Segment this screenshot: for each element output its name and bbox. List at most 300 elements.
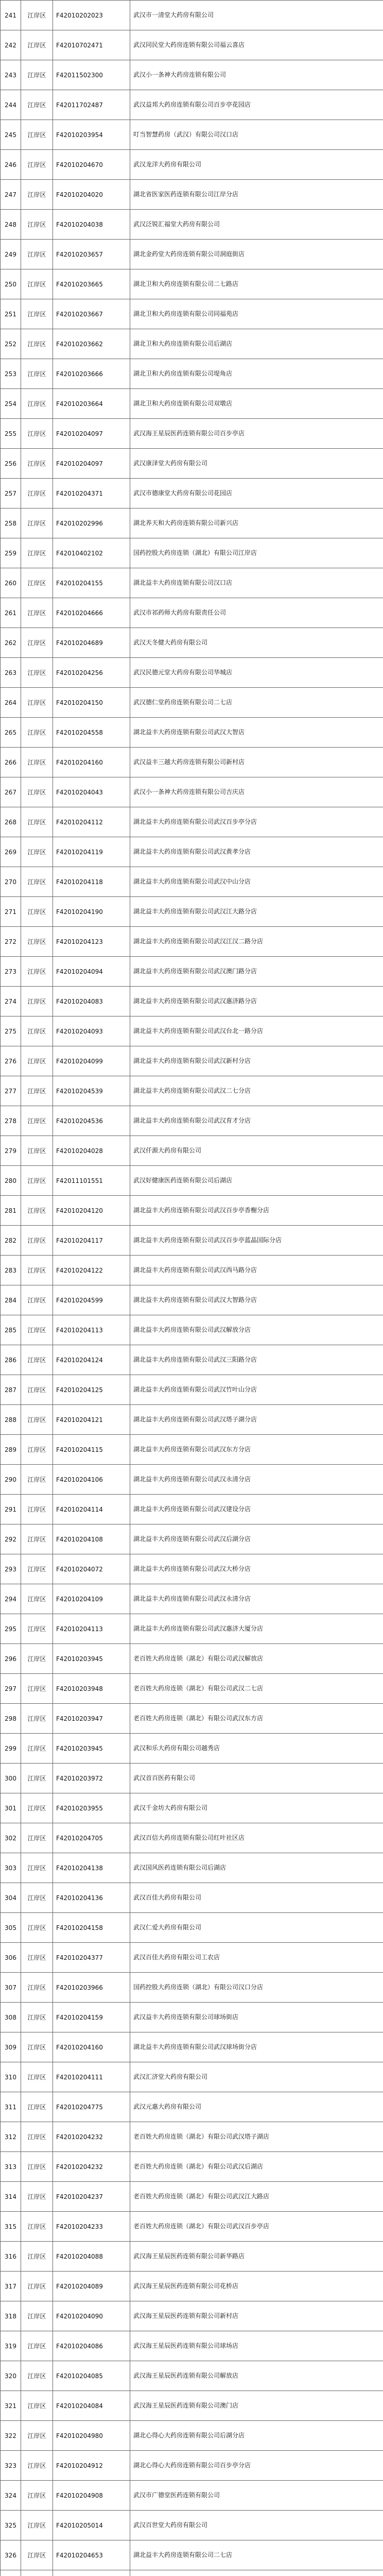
pharmacy-name-cell: 武汉海王星辰医药连锁有限公司花桥店	[130, 2272, 383, 2301]
table-row	[1, 2481, 383, 2511]
row-index: 311	[1, 2092, 21, 2122]
pharmacy-table-body	[1, 1, 383, 2576]
table-row	[1, 1285, 383, 1315]
pharmacy-name-cell: 武汉百佳大药房有限公司	[130, 1883, 383, 1913]
district-cell: 江岸区	[21, 1853, 53, 1883]
row-index: 308	[1, 2003, 21, 2032]
table-row	[1, 538, 383, 568]
pharmacy-name-cell: 武汉海王星辰医药连锁有限公司新华路店	[130, 2242, 383, 2272]
row-index: 269	[1, 837, 21, 867]
table-row	[1, 2003, 383, 2032]
district-cell: 江岸区	[21, 2451, 53, 2481]
pharmacy-name-cell: 武汉汇济堂大药房有限公司	[130, 2062, 383, 2092]
pharmacy-name-cell: 湖北益丰大药房连锁有限公司武汉大智路分店	[130, 1285, 383, 1315]
pharmacy-name-cell: 武汉海王星辰医药连锁有限公司百步亭店	[130, 419, 383, 449]
pharmacy-name-cell: 武汉市广德堂医药连锁有限公司	[130, 2481, 383, 2511]
permit-code-cell: F42010204085	[53, 2361, 130, 2391]
table-row	[1, 419, 383, 449]
pharmacy-name-cell: 国药控股大药房连锁（湖北）有限公司汉口分店	[130, 1973, 383, 2003]
permit-code-cell: F42010204125	[53, 1375, 130, 1405]
pharmacy-name-cell: 武汉益邦大药房连锁有限公司百步亭花园店	[130, 90, 383, 120]
row-index: 270	[1, 867, 21, 897]
row-index: 290	[1, 1465, 21, 1495]
row-index: 323	[1, 2451, 21, 2481]
permit-code-cell: F42010204089	[53, 2272, 130, 2301]
permit-code-cell: F42010204158	[53, 1913, 130, 1943]
permit-code-cell: F42010204155	[53, 568, 130, 598]
table-row	[1, 60, 383, 90]
row-index: 317	[1, 2272, 21, 2301]
table-row	[1, 90, 383, 120]
row-index: 263	[1, 658, 21, 688]
row-index: 281	[1, 1196, 21, 1226]
table-row	[1, 1256, 383, 1285]
pharmacy-name-cell: 老百姓大药房连锁（湖北）有限公司武汉百步亭店	[130, 2212, 383, 2242]
table-row	[1, 2092, 383, 2122]
district-cell: 江岸区	[21, 2092, 53, 2122]
pharmacy-name-cell: 湖北卫和大药房连锁有限公司双墩店	[130, 389, 383, 419]
pharmacy-name-cell: 湖北益丰大药房连锁有限公司武汉新村分店	[130, 1046, 383, 1076]
permit-code-cell: F42010204232	[53, 2152, 130, 2182]
pharmacy-name-cell: 湖北益丰大药房连锁有限公司武汉竹叶山分店	[130, 1375, 383, 1405]
row-index: 324	[1, 2481, 21, 2511]
row-index: 266	[1, 748, 21, 777]
district-cell: 江岸区	[21, 2421, 53, 2451]
permit-code-cell: F42010203966	[53, 1973, 130, 2003]
district-cell: 江岸区	[21, 120, 53, 150]
permit-code-cell: F42010203947	[53, 1704, 130, 1734]
table-row	[1, 658, 383, 688]
district-cell: 江岸区	[21, 2062, 53, 2092]
table-row	[1, 867, 383, 897]
table-row	[1, 1405, 383, 1435]
table-row	[1, 1883, 383, 1913]
row-index: 242	[1, 30, 21, 60]
row-index: 272	[1, 927, 21, 957]
table-row	[1, 1554, 383, 1584]
district-cell: 江岸区	[21, 1256, 53, 1285]
district-cell: 江岸区	[21, 329, 53, 359]
table-row	[1, 1734, 383, 1764]
pharmacy-name-cell: 湖北金药堂大药房连锁有限公司洞庭街店	[130, 240, 383, 269]
row-index: 257	[1, 479, 21, 509]
table-row	[1, 1584, 383, 1614]
table-row	[1, 987, 383, 1016]
pharmacy-name-cell: 湖北养天和大药房连锁有限公司新兴店	[130, 509, 383, 538]
table-row	[1, 2182, 383, 2212]
district-cell: 江岸区	[21, 748, 53, 777]
permit-code-cell: F42010204558	[53, 718, 130, 748]
pharmacy-name-cell: 湖北益丰大药房连锁有限公司武汉后湖分店	[130, 1524, 383, 1554]
table-row	[1, 479, 383, 509]
district-cell: 江岸区	[21, 1793, 53, 1823]
pharmacy-name-cell: 湖北益丰大药房连锁有限公司武汉育才分店	[130, 1106, 383, 1136]
district-cell: 江岸区	[21, 628, 53, 658]
row-index: 300	[1, 1764, 21, 1793]
district-cell: 江岸区	[21, 2540, 53, 2570]
pharmacy-name-cell: 武汉和乐大药房有限公司越秀店	[130, 1734, 383, 1764]
table-row	[1, 1793, 383, 1823]
district-cell: 江岸区	[21, 2331, 53, 2361]
district-cell: 江岸区	[21, 1196, 53, 1226]
permit-code-cell: F42010204038	[53, 210, 130, 240]
row-index: 305	[1, 1913, 21, 1943]
row-index: 287	[1, 1375, 21, 1405]
pharmacy-name-cell: 老百姓大药房连锁（湖北）有限公司武汉解放店	[130, 1644, 383, 1674]
permit-code-cell: F42010204371	[53, 479, 130, 509]
permit-code-cell: F42010204114	[53, 1495, 130, 1524]
row-index: 278	[1, 1106, 21, 1136]
pharmacy-name-cell: 湖北卫和大药房连锁有限公司堤角店	[130, 359, 383, 389]
district-cell: 江岸区	[21, 867, 53, 897]
table-row	[1, 1943, 383, 1973]
permit-code-cell: F42011702487	[53, 90, 130, 120]
permit-code-cell: F42010204090	[53, 2301, 130, 2331]
pharmacy-name-cell: 武汉德仁堂药房连锁有限公司二七店	[130, 688, 383, 718]
permit-code-cell: F42010203664	[53, 389, 130, 419]
row-index: 264	[1, 688, 21, 718]
district-cell: 江岸区	[21, 1495, 53, 1524]
permit-code-cell: F42010203948	[53, 1674, 130, 1704]
district-cell: 江岸区	[21, 1, 53, 30]
table-row	[1, 598, 383, 628]
table-row	[1, 509, 383, 538]
permit-code-cell: F42010204775	[53, 2092, 130, 2122]
permit-code-cell: F42010204028	[53, 1136, 130, 1166]
row-index: 245	[1, 120, 21, 150]
table-row	[1, 359, 383, 389]
table-row	[1, 2122, 383, 2152]
permit-code-cell: F42010203972	[53, 1764, 130, 1793]
district-cell: 江岸区	[21, 1614, 53, 1644]
table-row	[1, 1823, 383, 1853]
pharmacy-name-cell: 武汉天冬健大药房有限公司	[130, 628, 383, 658]
district-cell: 江岸区	[21, 1375, 53, 1405]
district-cell: 江岸区	[21, 509, 53, 538]
row-index: 298	[1, 1704, 21, 1734]
district-cell: 江岸区	[21, 2182, 53, 2212]
district-cell: 江岸区	[21, 419, 53, 449]
pharmacy-name-cell: 老百姓大药房连锁（湖北）有限公司武汉江大路店	[130, 2182, 383, 2212]
table-row	[1, 2242, 383, 2272]
row-index: 326	[1, 2540, 21, 2570]
permit-code-cell: F42010204093	[53, 1016, 130, 1046]
pharmacy-name-cell: 老百姓大药房连锁（湖北）有限公司武汉后湖店	[130, 2152, 383, 2182]
district-cell: 江岸区	[21, 1016, 53, 1046]
permit-code-cell: F42010204232	[53, 2122, 130, 2152]
pharmacy-name-cell: 湖北益丰大药房连锁有限公司武汉球场街分店	[130, 2032, 383, 2062]
district-cell: 江岸区	[21, 1764, 53, 1793]
permit-code-cell: F42010204670	[53, 150, 130, 180]
row-index: 294	[1, 1584, 21, 1614]
pharmacy-name-cell: 武汉同民堂大药房连锁有限公司福云喜店	[130, 30, 383, 60]
permit-code-cell: F42010204086	[53, 2331, 130, 2361]
row-index: 243	[1, 60, 21, 90]
row-index: 248	[1, 210, 21, 240]
row-index: 318	[1, 2301, 21, 2331]
permit-code-cell: F42010702471	[53, 30, 130, 60]
pharmacy-name-cell: 湖北卫和大药房连锁有限公司同福苑店	[130, 299, 383, 329]
permit-code-cell: F42010204020	[53, 180, 130, 210]
district-cell: 江岸区	[21, 1584, 53, 1614]
pharmacy-name-cell: 武汉国风医药连锁有限公司后湖店	[130, 1853, 383, 1883]
row-index: 255	[1, 419, 21, 449]
district-cell: 江岸区	[21, 479, 53, 509]
permit-code-cell: F42010204120	[53, 1196, 130, 1226]
permit-code-cell: F42010203662	[53, 329, 130, 359]
district-cell: 江岸区	[21, 957, 53, 987]
district-cell: 江岸区	[21, 1435, 53, 1465]
pharmacy-name-cell: 湖北益丰大药房连锁有限公司武汉江汉二路分店	[130, 927, 383, 957]
row-index: 249	[1, 240, 21, 269]
row-index: 244	[1, 90, 21, 120]
permit-code-cell: F42010204113	[53, 1315, 130, 1345]
row-index: 301	[1, 1793, 21, 1823]
permit-code-cell: F42010202996	[53, 509, 130, 538]
table-row	[1, 2152, 383, 2182]
pharmacy-name-cell: 湖北益丰大药房连锁有限公司二七店	[130, 2540, 383, 2570]
district-cell: 江岸区	[21, 1823, 53, 1853]
district-cell: 江岸区	[21, 1226, 53, 1256]
pharmacy-name-cell: 湖北益丰大药房连锁有限公司武汉惠济大厦分店	[130, 1614, 383, 1644]
pharmacy-name-cell: 武汉首百医药有限公司	[130, 1764, 383, 1793]
pharmacy-name-cell: 老百姓大药房连锁（湖北）有限公司武汉二七店	[130, 1674, 383, 1704]
pharmacy-name-cell: 武汉益丰三越大药房连锁有限公司新村店	[130, 748, 383, 777]
pharmacy-name-cell: 武汉海王星辰医药连锁有限公司解放店	[130, 2361, 383, 2391]
permit-code-cell: F42010203667	[53, 299, 130, 329]
pharmacy-name-cell: 武汉元惠大药房有限公司	[130, 2092, 383, 2122]
permit-code-cell: F42010204138	[53, 1853, 130, 1883]
table-row	[1, 2301, 383, 2331]
row-index: 276	[1, 1046, 21, 1076]
row-index: 284	[1, 1285, 21, 1315]
permit-code-cell: F42010203945	[53, 1644, 130, 1674]
table-row	[1, 957, 383, 987]
permit-code-cell: F42010204106	[53, 1465, 130, 1495]
row-index: 250	[1, 269, 21, 299]
district-cell: 江岸区	[21, 1913, 53, 1943]
district-cell: 江岸区	[21, 927, 53, 957]
permit-code-cell: F42010204115	[53, 1435, 130, 1465]
permit-code-cell: F42010204113	[53, 1614, 130, 1644]
table-row	[1, 1465, 383, 1495]
table-row	[1, 2511, 383, 2540]
row-index: 251	[1, 299, 21, 329]
permit-code-cell: F42010204912	[53, 2451, 130, 2481]
pharmacy-name-cell: 武汉泛锐汇福堂大药房有限公司	[130, 210, 383, 240]
permit-code-cell: F42010204083	[53, 987, 130, 1016]
row-index: 262	[1, 628, 21, 658]
pharmacy-name-cell: 叮当智慧药房（武汉）有限公司汉口店	[130, 120, 383, 150]
permit-code-cell: F42010204119	[53, 837, 130, 867]
district-cell: 江岸区	[21, 1166, 53, 1196]
pharmacy-name-cell: 武汉仁爱大药房有限公司	[130, 1913, 383, 1943]
district-cell: 江岸区	[21, 897, 53, 927]
row-index: 254	[1, 389, 21, 419]
district-cell: 江岸区	[21, 718, 53, 748]
permit-code-cell: F42010202023	[53, 1, 130, 30]
district-cell: 江岸区	[21, 2122, 53, 2152]
district-cell: 江岸区	[21, 1734, 53, 1764]
row-index	[1, 2570, 21, 2576]
row-index: 315	[1, 2212, 21, 2242]
district-cell: 江岸区	[21, 1315, 53, 1345]
district-cell: 江岸区	[21, 1554, 53, 1584]
permit-code-cell: F42010203954	[53, 120, 130, 150]
table-row	[1, 1375, 383, 1405]
row-index: 299	[1, 1734, 21, 1764]
pharmacy-name-cell: 湖北益丰大药房连锁有限公司武汉永清分店	[130, 1584, 383, 1614]
table-row	[1, 897, 383, 927]
district-cell: 江岸区	[21, 1405, 53, 1435]
district-cell: 江岸区	[21, 299, 53, 329]
permit-code-cell: F42011101551	[53, 1166, 130, 1196]
pharmacy-name-cell: 武汉民德元堂大药房有限公司华城店	[130, 658, 383, 688]
pharmacy-name-cell: 武汉百世堂大药房有限公司	[130, 2511, 383, 2540]
permit-code-cell: F42010204160	[53, 748, 130, 777]
table-row	[1, 1166, 383, 1196]
table-row	[1, 837, 383, 867]
permit-code-cell: F42010204118	[53, 867, 130, 897]
row-index: 241	[1, 1, 21, 30]
pharmacy-name-cell: 武汉市德康堂大药房有限公司花园店	[130, 479, 383, 509]
table-row	[1, 269, 383, 299]
row-index: 261	[1, 598, 21, 628]
district-cell: 江岸区	[21, 2391, 53, 2421]
permit-code-cell: F42010204689	[53, 628, 130, 658]
row-index: 285	[1, 1315, 21, 1345]
pharmacy-name-cell: 湖北益丰大药房连锁有限公司汉口店	[130, 568, 383, 598]
district-cell: 江岸区	[21, 2032, 53, 2062]
district-cell: 江岸区	[21, 2361, 53, 2391]
permit-code-cell: F42010204908	[53, 2481, 130, 2511]
row-index: 320	[1, 2361, 21, 2391]
pharmacy-name-cell: 湖北益丰大药房连锁有限公司武汉台北一路分店	[130, 1016, 383, 1046]
table-row	[1, 1136, 383, 1166]
district-cell: 江岸区	[21, 269, 53, 299]
permit-code-cell: F42010204094	[53, 957, 130, 987]
district-cell: 江岸区	[21, 688, 53, 718]
pharmacy-name-cell: 武汉海王星辰医药连锁有限公司澳门店	[130, 2391, 383, 2421]
pharmacy-name-cell: 湖北益丰大药房连锁有限公司武汉中山分店	[130, 867, 383, 897]
row-index: 253	[1, 359, 21, 389]
table-row	[1, 329, 383, 359]
permit-code-cell: F42010204653	[53, 2540, 130, 2570]
row-index: 256	[1, 449, 21, 479]
permit-code-cell: F42011502300	[53, 60, 130, 90]
permit-code-cell: F42010204536	[53, 1106, 130, 1136]
permit-code-cell: F42010204256	[53, 658, 130, 688]
permit-code-cell: F42010204109	[53, 1584, 130, 1614]
table-row	[1, 2062, 383, 2092]
permit-code-cell: F42010204705	[53, 1823, 130, 1853]
row-index: 273	[1, 957, 21, 987]
row-index: 268	[1, 807, 21, 837]
row-index: 321	[1, 2391, 21, 2421]
table-row	[1, 120, 383, 150]
permit-code-cell: F42010204377	[53, 1943, 130, 1973]
row-index: 322	[1, 2421, 21, 2451]
pharmacy-name-cell: 武汉百信大药房连锁有限公司红叶社区店	[130, 1823, 383, 1853]
permit-code-cell: F42010204112	[53, 807, 130, 837]
permit-code-cell: F42010205014	[53, 2511, 130, 2540]
table-row	[1, 1016, 383, 1046]
pharmacy-name-cell: 武汉市祁药师大药房有限责任公司	[130, 598, 383, 628]
permit-code-cell: F42010204097	[53, 449, 130, 479]
pharmacy-name-cell: 湖北益丰大药房连锁有限公司武汉黄孝分店	[130, 837, 383, 867]
row-index: 259	[1, 538, 21, 568]
table-row	[1, 628, 383, 658]
row-index: 314	[1, 2182, 21, 2212]
district-cell: 江岸区	[21, 2242, 53, 2272]
row-index: 312	[1, 2122, 21, 2152]
table-row	[1, 1853, 383, 1883]
table-row	[1, 1226, 383, 1256]
permit-code-cell: F42010204099	[53, 1046, 130, 1076]
table-row	[1, 927, 383, 957]
permit-code-cell: F42010204088	[53, 2242, 130, 2272]
permit-code-cell: F42010204980	[53, 2421, 130, 2451]
permit-code-cell: F42010204599	[53, 1285, 130, 1315]
permit-code-cell: F42010203945	[53, 1734, 130, 1764]
row-index: 271	[1, 897, 21, 927]
permit-code-cell: F42010204237	[53, 2182, 130, 2212]
row-index: 316	[1, 2242, 21, 2272]
table-row	[1, 299, 383, 329]
permit-code-cell	[53, 2570, 130, 2576]
row-index: 307	[1, 1973, 21, 2003]
row-index: 306	[1, 1943, 21, 1973]
pharmacy-name-cell: 武汉海王星辰医药连锁有限公司新村店	[130, 2301, 383, 2331]
permit-code-cell: F42010204124	[53, 1345, 130, 1375]
row-index: 258	[1, 509, 21, 538]
district-cell: 江岸区	[21, 2003, 53, 2032]
table-row	[1, 2570, 383, 2576]
permit-code-cell: F42010204123	[53, 927, 130, 957]
district-cell: 江岸区	[21, 777, 53, 807]
permit-code-cell: F42010203955	[53, 1793, 130, 1823]
table-row	[1, 2451, 383, 2481]
table-row	[1, 2331, 383, 2361]
table-row	[1, 1973, 383, 2003]
row-index: 282	[1, 1226, 21, 1256]
row-index: 277	[1, 1076, 21, 1106]
row-index: 303	[1, 1853, 21, 1883]
table-row	[1, 389, 383, 419]
table-row	[1, 30, 383, 60]
row-index: 292	[1, 1524, 21, 1554]
pharmacy-name-cell: 湖北益丰大药房连锁有限公司武汉塔子湖分店	[130, 1405, 383, 1435]
district-cell: 江岸区	[21, 150, 53, 180]
permit-code-cell: F42010204136	[53, 1883, 130, 1913]
district-cell: 江岸区	[21, 598, 53, 628]
table-row	[1, 2540, 383, 2570]
district-cell: 江岸区	[21, 987, 53, 1016]
pharmacy-name-cell: 武汉市一清堂大药房有限公司	[130, 1, 383, 30]
pharmacy-name-cell: 湖北卫和大药房连锁有限公司后湖店	[130, 329, 383, 359]
pharmacy-name-cell: 武汉千金坊大药房有限公司	[130, 1793, 383, 1823]
permit-code-cell: F42010204121	[53, 1405, 130, 1435]
pharmacy-name-cell: 湖北益丰大药房连锁有限公司武汉惠济路分店	[130, 987, 383, 1016]
pharmacy-name-cell: 国药控股大药房连锁（湖北）有限公司江岸店	[130, 538, 383, 568]
table-row	[1, 1674, 383, 1704]
row-index: 260	[1, 568, 21, 598]
table-row	[1, 2212, 383, 2242]
table-row	[1, 150, 383, 180]
district-cell: 江岸区	[21, 1136, 53, 1166]
row-index: 246	[1, 150, 21, 180]
table-row	[1, 718, 383, 748]
